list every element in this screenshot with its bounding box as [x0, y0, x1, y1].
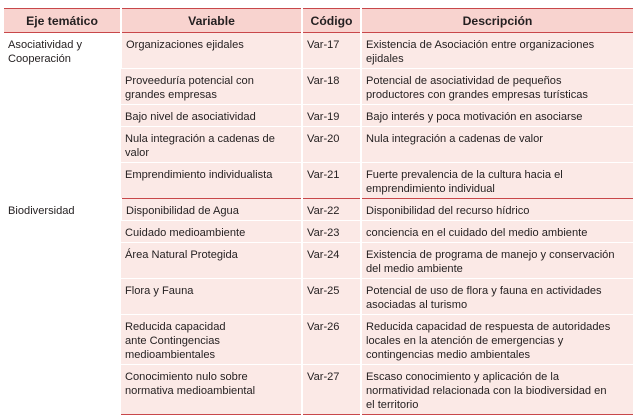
descripcion-cell: Fuerte prevalencia de la cultura hacia el emprendimiento individual	[361, 163, 633, 199]
header-eje-tematico: Eje temático	[4, 9, 121, 33]
variable-cell: Área Natural Protegida	[121, 243, 302, 279]
eje-cell-biodiversidad: Biodiversidad	[4, 199, 121, 415]
header-descripcion: Descripción	[361, 9, 633, 33]
descripcion-cell: Potencial de uso de flora y fauna en actividades asociadas al turismo	[361, 279, 633, 315]
codigo-cell: Var-19	[302, 105, 361, 127]
descripcion-cell: Escaso conocimiento y aplicación de la normatividad relacionada con la biodiversidad en el territorio	[361, 365, 633, 415]
eje-cell-asociatividad: Asociatividad y Cooperación	[4, 33, 121, 199]
variable-cell: Cuidado medioambiente	[121, 221, 302, 243]
variable-cell: Bajo nivel de asociatividad	[121, 105, 302, 127]
codigo-cell: Var-23	[302, 221, 361, 243]
variable-cell: Emprendimiento individualista	[121, 163, 302, 199]
descripcion-cell: Existencia de programa de manejo y conservación del medio ambiente	[361, 243, 633, 279]
header-variable: Variable	[121, 9, 302, 33]
descripcion-cell: Nula integración a cadenas de valor	[361, 127, 633, 163]
descripcion-cell: Potencial de asociatividad de pequeños productores con grandes empresas turísticas	[361, 69, 633, 105]
codigo-cell: Var-27	[302, 365, 361, 415]
codigo-cell: Var-21	[302, 163, 361, 199]
codigo-cell: Var-22	[302, 199, 361, 221]
variable-cell: Flora y Fauna	[121, 279, 302, 315]
codigo-cell: Var-25	[302, 279, 361, 315]
table-row	[4, 199, 633, 221]
codigo-cell: Var-24	[302, 243, 361, 279]
codigo-cell: Var-26	[302, 315, 361, 365]
variable-cell: Reducida capacidad ante Contingencias medioambientales	[121, 315, 302, 365]
descripcion-cell: conciencia en el cuidado del medio ambiente	[361, 221, 633, 243]
descripcion-cell: Existencia de Asociación entre organizaciones ejidales	[361, 33, 633, 69]
variables-table	[4, 8, 633, 415]
variable-cell: Conocimiento nulo sobre normativa medioambiental	[121, 365, 302, 415]
variable-cell: Proveeduría potencial con grandes empresas	[121, 69, 302, 105]
codigo-cell: Var-18	[302, 69, 361, 105]
descripcion-cell: Bajo interés y poca motivación en asociarse	[361, 105, 633, 127]
variable-cell: Organizaciones ejidales	[121, 33, 302, 69]
table-row	[4, 33, 633, 69]
header-codigo: Código	[302, 9, 361, 33]
table-header-row	[4, 9, 633, 33]
codigo-cell: Var-17	[302, 33, 361, 69]
variable-cell: Nula integración a cadenas de valor	[121, 127, 302, 163]
descripcion-cell: Disponibilidad del recurso hídrico	[361, 199, 633, 221]
codigo-cell: Var-20	[302, 127, 361, 163]
descripcion-cell: Reducida capacidad de respuesta de autoridades locales en la atención de emergencias y contingencias medio ambientales	[361, 315, 633, 365]
variable-cell: Disponibilidad de Agua	[121, 199, 302, 221]
table-body	[4, 33, 633, 415]
